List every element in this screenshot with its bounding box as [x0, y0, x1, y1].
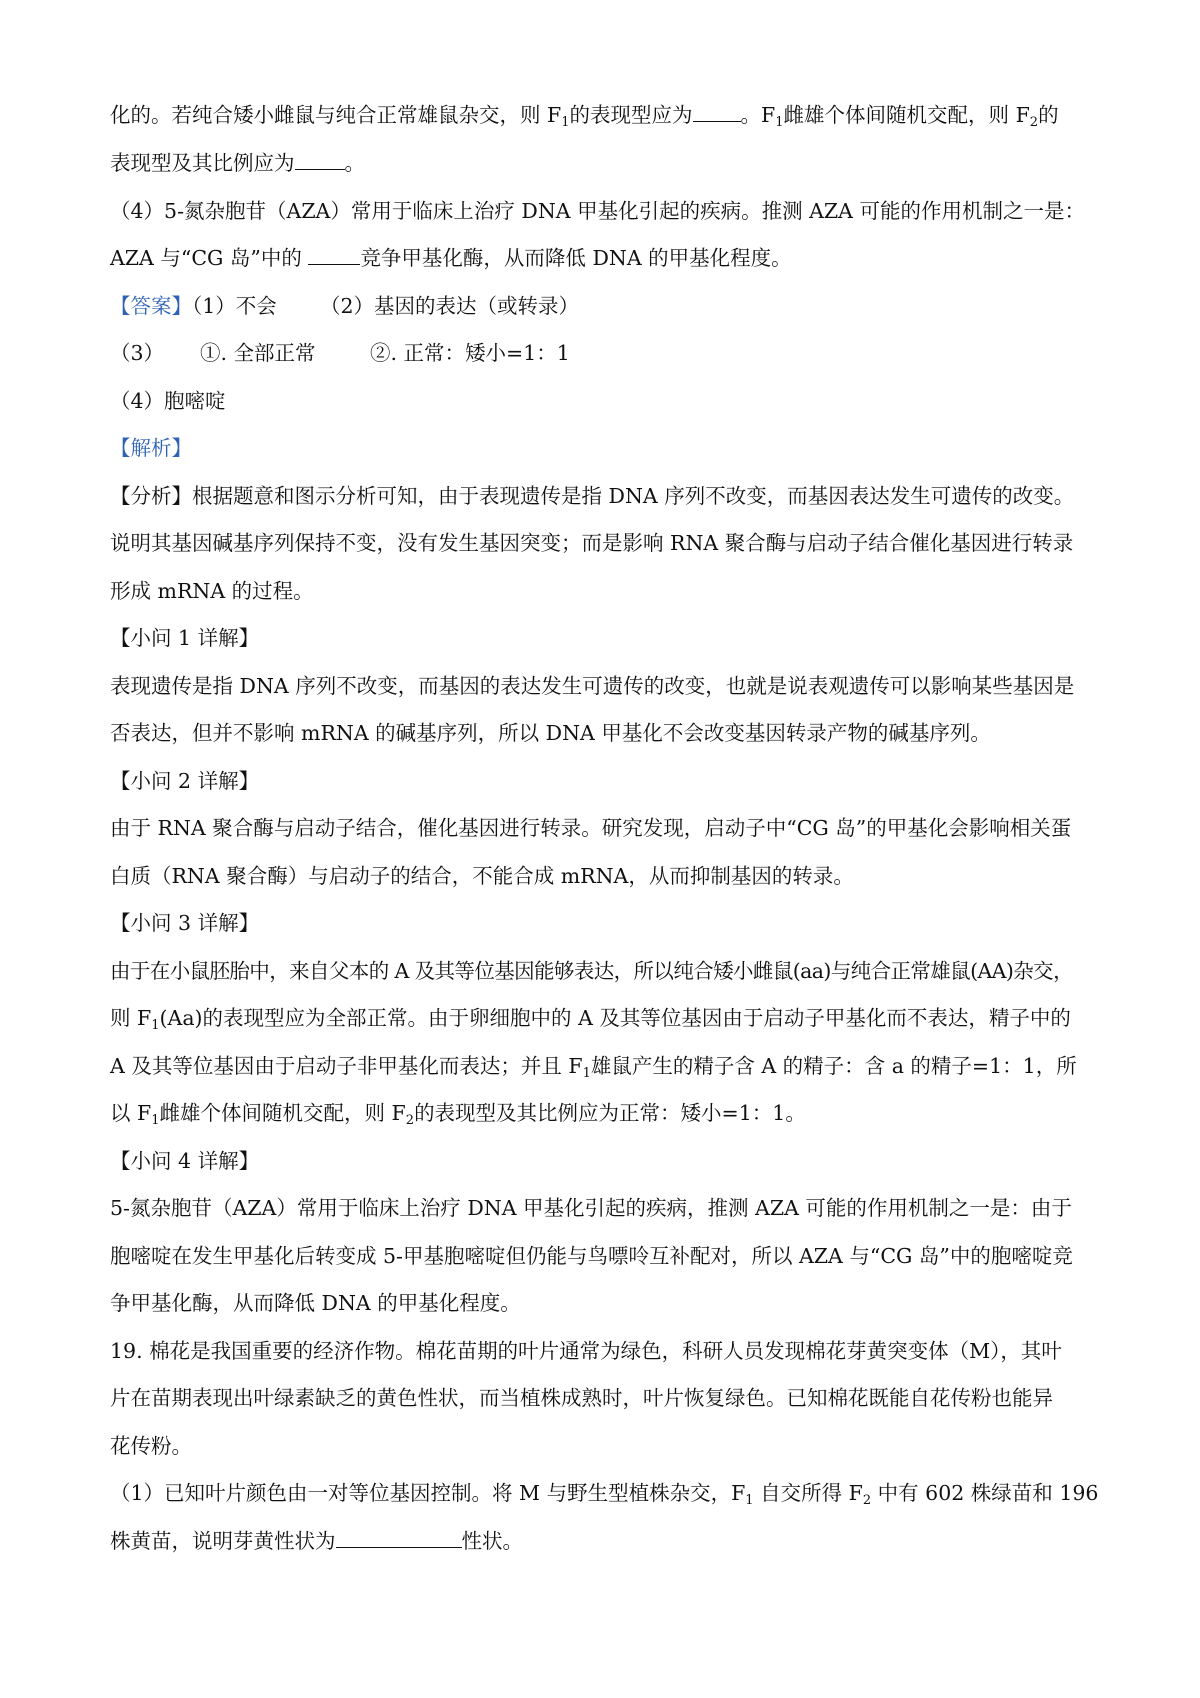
- sub3-line-3: [110, 1051, 1077, 1081]
- subscript: 2: [405, 1113, 415, 1128]
- subscript: 1: [745, 1493, 754, 1508]
- q4-line-1: （4）5-氮杂胞苷（AZA）常用于临床上治疗 DNA 甲基化引起的疾病。推测 AZA 可能的作用机制之一是：: [110, 199, 1085, 223]
- text: A 及其等位基因由于启动子非甲基化而表达；并且 F: [110, 1054, 583, 1078]
- q19-line-1: 19. 棉花是我国重要的经济作物。棉花苗期的叶片通常为绿色，科研人员发现棉花芽黄突变体（M），其叶: [110, 1339, 1062, 1363]
- sub3-line-4: [110, 1098, 806, 1128]
- text: 中有 602 株绿苗和 196: [871, 1481, 1099, 1505]
- answer-3-1: ①. 全部正常: [200, 341, 316, 365]
- answer-blank: [693, 101, 741, 122]
- text: 株黄苗，说明芽黄性状为: [110, 1529, 336, 1553]
- q3-tail-line-1: [110, 100, 1059, 130]
- text: (Aa)的表现型应为全部正常。由于卵细胞中的 A 及其等位基因由于启动子甲基化而不表达，精子中的: [159, 1006, 1071, 1030]
- sub2-line-2: 白质（RNA 聚合酶）与启动子的结合，不能合成 mRNA，从而抑制基因的转录。: [110, 864, 854, 888]
- subscript: 1: [561, 115, 570, 130]
- text: 雌雄个体间随机交配，则 F: [783, 103, 1030, 127]
- text: 竞争甲基化酶，从而降低 DNA 的甲基化程度。: [360, 246, 792, 270]
- q4-line-2: [110, 243, 792, 273]
- answer-label: 【答案】: [110, 294, 192, 318]
- analysis-line-3: 形成 mRNA 的过程。: [110, 579, 314, 603]
- sub4-heading: 【小问 4 详解】: [110, 1149, 260, 1173]
- text: 。F: [740, 103, 776, 127]
- sub2-heading: 【小问 2 详解】: [110, 769, 260, 793]
- analysis-label: 【解析】: [110, 436, 192, 460]
- answer-line-1: [110, 291, 277, 321]
- analysis-line-1: 【分析】根据题意和图示分析可知，由于表现遗传是指 DNA 序列不改变，而基因表达发生可遗传的改变。: [110, 484, 1075, 508]
- text: 性状。: [461, 1529, 523, 1553]
- q3-tail-line-2: [110, 148, 365, 178]
- q19-line-3: 花传粉。: [110, 1434, 192, 1458]
- text: 的表现型及其比例应为正常：矮小=1：1。: [414, 1101, 806, 1125]
- answer-2: （2）基因的表达（或转录）: [320, 294, 580, 318]
- text: 以 F: [110, 1101, 152, 1125]
- answer-3-2: ②. 正常：矮小=1：1: [370, 341, 570, 365]
- q19-part1-line-1: [110, 1478, 1098, 1508]
- subscript: 1: [151, 1018, 160, 1033]
- sub4-line-2: 胞嘧啶在发生甲基化后转变成 5-甲基胞嘧啶但仍能与鸟嘌呤互补配对，所以 AZA 与“CG 岛”中的胞嘧啶竞: [110, 1244, 1073, 1268]
- text: AZA 与“CG 岛”中的: [110, 246, 309, 270]
- q19-line-2: 片在苗期表现出叶绿素缺乏的黄色性状，而当植株成熟时，叶片恢复绿色。已知棉花既能自花传粉也能异: [110, 1386, 1053, 1410]
- subscript: 1: [582, 1066, 591, 1081]
- answer-4: （4）胞嘧啶: [110, 389, 226, 413]
- sub4-line-3: 争甲基化酶，从而降低 DNA 的甲基化程度。: [110, 1291, 521, 1315]
- q19-part1-line-2: [110, 1526, 523, 1556]
- answer-blank: [295, 149, 345, 170]
- text: 雄鼠产生的精子含 A 的精子：含 a 的精子=1：1，所: [590, 1054, 1077, 1078]
- text: 的表现型应为: [569, 103, 693, 127]
- sub3-heading: 【小问 3 详解】: [110, 911, 260, 935]
- subscript: 2: [862, 1493, 872, 1508]
- subscript: 1: [775, 115, 784, 130]
- answer-1: （1）不会: [192, 294, 277, 318]
- text: 自交所得 F: [753, 1481, 863, 1505]
- sub2-line-1: 由于 RNA 聚合酶与启动子结合，催化基因进行转录。研究发现，启动子中“CG 岛”的甲基化会影响相关蛋: [110, 816, 1072, 840]
- answer-3-head: （3）: [110, 341, 165, 365]
- sub3-line-1: 由于在小鼠胚胎中，来自父本的 A 及其等位基因能够表达，所以纯合矮小雌鼠(aa)与纯合正常雄鼠(AA)杂交，: [110, 959, 1073, 983]
- text: 。: [344, 151, 365, 175]
- sub1-heading: 【小问 1 详解】: [110, 626, 260, 650]
- text: （1）已知叶片颜色由一对等位基因控制。将 M 与野生型植株杂交，F: [110, 1481, 746, 1505]
- text: 的: [1038, 103, 1059, 127]
- answer-blank: [336, 1527, 462, 1548]
- sub3-line-2: [110, 1003, 1071, 1033]
- text: 化的。若纯合矮小雌鼠与纯合正常雄鼠杂交，则 F: [110, 103, 562, 127]
- sub1-line-1: 表现遗传是指 DNA 序列不改变，而基因的表达发生可遗传的改变，也就是说表观遗传可以影响某些基因是: [110, 674, 1075, 698]
- text: 表现型及其比例应为: [110, 151, 295, 175]
- analysis-line-2: 说明其基因碱基序列保持不变，没有发生基因突变；而是影响 RNA 聚合酶与启动子结合催化基因进行转录: [110, 531, 1074, 555]
- answer-blank: [308, 244, 360, 265]
- sub4-line-1: 5-氮杂胞苷（AZA）常用于临床上治疗 DNA 甲基化引起的疾病，推测 AZA 可能的作用机制之一是：由于: [110, 1196, 1072, 1220]
- text: 则 F: [110, 1006, 152, 1030]
- subscript: 2: [1029, 115, 1039, 130]
- sub1-line-2: 否表达，但并不影响 mRNA 的碱基序列，所以 DNA 甲基化不会改变基因转录产物的碱基序列。: [110, 721, 991, 745]
- text: 雌雄个体间随机交配，则 F: [159, 1101, 406, 1125]
- subscript: 1: [151, 1113, 160, 1128]
